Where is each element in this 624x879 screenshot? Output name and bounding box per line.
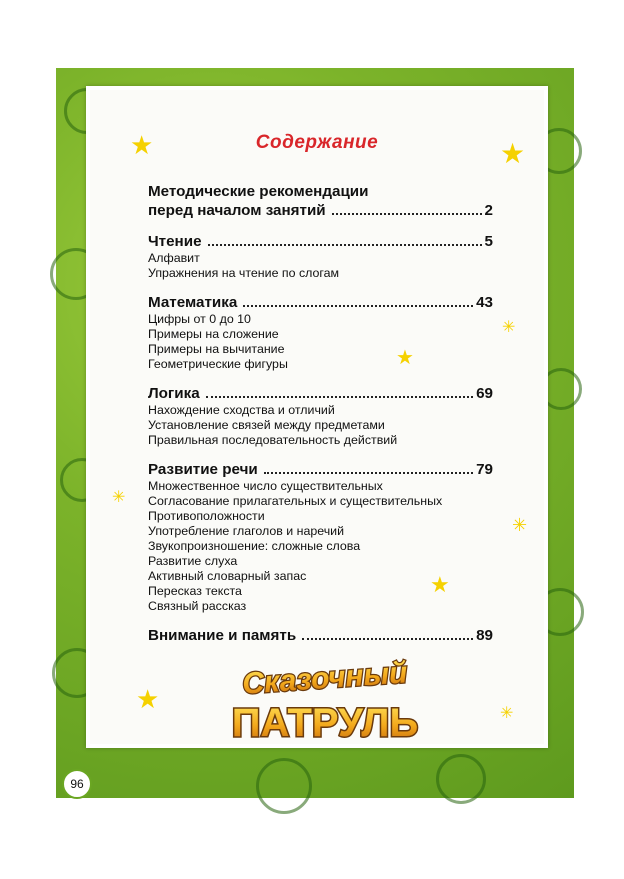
- toc-page-number: 89: [476, 627, 493, 644]
- toc-page-number: 5: [484, 233, 493, 250]
- dot-leader: [332, 213, 482, 215]
- star-icon: ★: [430, 572, 450, 597]
- table-of-contents: [148, 182, 493, 657]
- star-icon: ★: [130, 130, 154, 160]
- dot-leader: [208, 244, 482, 246]
- swirl-ornament: [436, 754, 486, 804]
- logo-line-2: ПАТРУЛЬ: [231, 701, 419, 745]
- toc-entry[interactable]: [148, 201, 493, 220]
- skazochny-patrul-logo: [225, 650, 425, 750]
- contents-page: [86, 86, 548, 748]
- toc-subitem: Развитие слуха: [148, 554, 238, 568]
- star-icon: ★: [136, 684, 160, 714]
- toc-subitem: Употребление глаголов и наречий: [148, 524, 345, 538]
- page-number-badge: 96: [62, 769, 92, 799]
- toc-section: [148, 626, 493, 645]
- toc-subitem: Упражнения на чтение по слогам: [148, 266, 340, 280]
- toc-entry-label: Чтение: [148, 233, 202, 250]
- toc-section: [148, 232, 493, 281]
- toc-subitem: Примеры на сложение: [148, 327, 279, 341]
- toc-entry[interactable]: [148, 293, 493, 312]
- dot-leader: [302, 638, 473, 640]
- dot-leader: [206, 396, 473, 398]
- toc-page-number: 69: [476, 385, 493, 402]
- toc-subitem: Согласование прилагательных и существительных: [148, 494, 443, 508]
- toc-page-number: 43: [476, 294, 493, 311]
- dot-leader: [243, 305, 473, 307]
- toc-subitem: Нахождение сходства и отличий: [148, 403, 335, 417]
- toc-subitem: Правильная последовательность действий: [148, 433, 398, 447]
- toc-subitem: Цифры от 0 до 10: [148, 312, 251, 326]
- toc-subitem: Примеры на вычитание: [148, 342, 285, 356]
- toc-subitem: Геометрические фигуры: [148, 357, 288, 371]
- dot-leader: [264, 472, 473, 474]
- star-icon: ✳: [512, 515, 528, 535]
- toc-subitem: Звукопроизношение: сложные слова: [148, 539, 361, 553]
- star-icon: ✳: [502, 319, 516, 336]
- toc-entry[interactable]: [148, 460, 493, 479]
- logo-line-1: Сказочный: [241, 656, 409, 701]
- toc-section: [148, 384, 493, 448]
- toc-entry[interactable]: [148, 232, 493, 251]
- toc-subitem: Алфавит: [148, 251, 200, 265]
- star-icon: ★: [396, 347, 414, 369]
- swirl-ornament: [256, 758, 312, 814]
- toc-entry[interactable]: [148, 626, 493, 645]
- toc-subitem: Противоположности: [148, 509, 265, 523]
- toc-entry-label: Математика: [148, 294, 238, 311]
- toc-section: [148, 182, 493, 220]
- toc-subitem: Связный рассказ: [148, 599, 247, 613]
- toc-entry[interactable]: [148, 384, 493, 403]
- toc-entry-label: Логика: [148, 385, 200, 402]
- toc-subitem: Активный словарный запас: [148, 569, 307, 583]
- toc-entry-label: перед началом занятий: [148, 202, 326, 219]
- toc-subitem: Установление связей между предметами: [148, 418, 385, 432]
- page-title: Содержание: [255, 132, 379, 153]
- toc-section-heading: Методические рекомендации: [148, 183, 369, 200]
- toc-subitem: Множественное число существительных: [148, 479, 383, 493]
- star-icon: ✳: [112, 489, 126, 506]
- toc-section: [148, 460, 493, 614]
- toc-subitem: Пересказ текста: [148, 584, 242, 598]
- toc-page-number: 79: [476, 461, 493, 478]
- star-icon: ★: [500, 138, 526, 169]
- toc-entry-label: Развитие речи: [148, 461, 258, 478]
- toc-entry-label: Внимание и память: [148, 627, 297, 644]
- star-icon: ✳: [500, 705, 514, 722]
- toc-section: [148, 293, 493, 372]
- toc-page-number: 2: [484, 202, 493, 219]
